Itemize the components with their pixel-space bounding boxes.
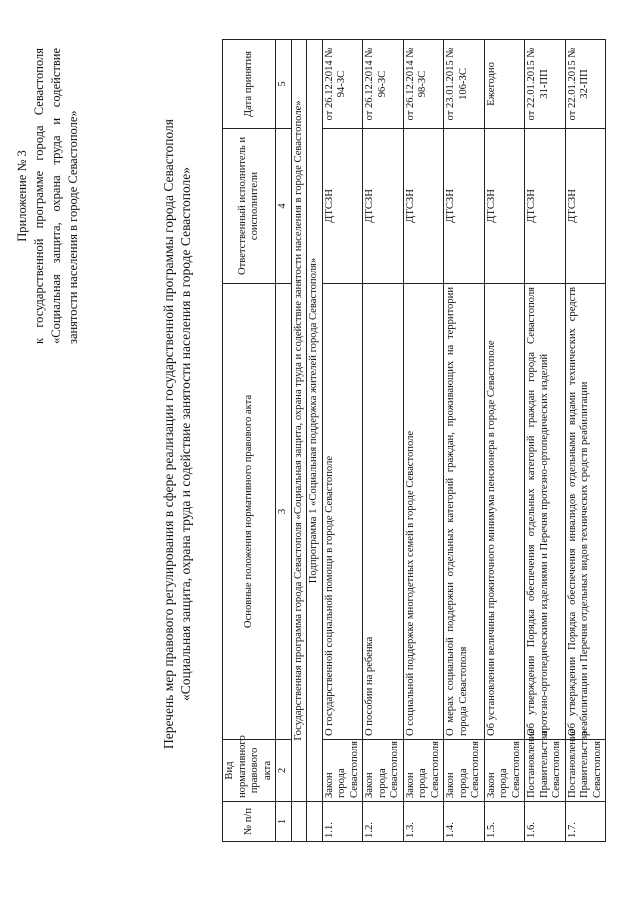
row-executor: ДТСЗН xyxy=(525,129,566,284)
header-provisions: Основные положения нормативного правового акта xyxy=(223,284,276,740)
row-provisions: Об утверждении Порядка обеспечения отдельных категорий граждан города Севастополя протезно-ортопедическими изделиями и Перечня протезно-ортопедических изделий xyxy=(525,284,566,740)
row-executor: ДТСЗН xyxy=(565,129,606,284)
table-row xyxy=(525,40,566,842)
column-number-row xyxy=(276,40,292,842)
program-title: Государственная программа города Севастополя «Социальная защита, охрана труда и содействие занятости населения в городе Севастополе» xyxy=(291,40,307,802)
row-num: 1.2. xyxy=(363,802,404,842)
row-type: Закон города Севастополя xyxy=(444,740,485,802)
row-executor: ДТСЗН xyxy=(322,129,363,284)
header-date: Дата принятия xyxy=(223,40,276,129)
row-type: Закон города Севастополя xyxy=(322,740,363,802)
row-num: 1.6. xyxy=(525,802,566,842)
column-number: 1 xyxy=(276,802,292,842)
row-type: Постановление Правительства Севастополя xyxy=(525,740,566,802)
row-date: от 23.01.2015 № 106-ЗС xyxy=(444,40,485,129)
row-executor: ДТСЗН xyxy=(403,129,444,284)
table-row xyxy=(444,40,485,842)
row-date: от 22.01.2015 № 31-ПП xyxy=(525,40,566,129)
appendix-line: «Социальная защита, охрана труда и содействие xyxy=(49,48,63,344)
appendix-title: Приложение № 3 xyxy=(15,150,29,242)
subprogram-row xyxy=(307,40,323,842)
row-num: 1.4. xyxy=(444,802,485,842)
row-date: от 26.12.2014 № 98-ЗС xyxy=(403,40,444,129)
row-date: Ежегодно xyxy=(484,40,525,129)
row-provisions: Об установлении величины прожиточного минимума пенсионера в городе Севастополе xyxy=(484,284,525,740)
row-type: Закон города Севастополя xyxy=(403,740,444,802)
row-executor: ДТСЗН xyxy=(444,129,485,284)
row-num: 1.1. xyxy=(322,802,363,842)
appendix-line: занятости населения в городе Севастополе» xyxy=(66,110,80,344)
table-header-row xyxy=(223,40,276,842)
row-num: 1.7. xyxy=(565,802,606,842)
row-date: от 26.12.2014 № 96-ЗС xyxy=(363,40,404,129)
row-provisions: Об утверждении Порядка обеспечения инвалидов отдельными видами технических средств реабилитации и Перечня отдельных видов технических средств реабилитации xyxy=(565,284,606,740)
table-row xyxy=(484,40,525,842)
appendix-line: к государственной программе города Севастополя xyxy=(32,48,46,344)
row-num: 1.5. xyxy=(484,802,525,842)
column-number: 3 xyxy=(276,284,292,740)
row-type: Постановление Правительства Севастополя xyxy=(565,740,606,802)
appendix-header xyxy=(14,48,82,344)
document-title-line: «Социальная защита, охрана труда и содействие занятости населения в городе Севастополе» xyxy=(178,167,193,701)
table-row xyxy=(363,40,404,842)
row-date: от 26.12.2014 № 94-ЗС xyxy=(322,40,363,129)
header-num: № п/п xyxy=(223,802,276,842)
header-type: Вид нормативного правового акта xyxy=(223,740,276,802)
row-provisions: О социальной поддержке многодетных семей в городе Севастополе xyxy=(403,284,444,740)
program-row xyxy=(291,40,307,842)
row-provisions: О государственной социальной помощи в городе Севастополе xyxy=(322,284,363,740)
subprogram-title: Подпрограмма 1 «Социальная поддержка жителей города Севастополя» xyxy=(307,40,323,802)
table-row xyxy=(403,40,444,842)
document-title-line: Перечень мер правового регулирования в сфере реализации государственной программы города Севастополя xyxy=(161,119,176,749)
regulation-table xyxy=(222,39,606,842)
table-row xyxy=(565,40,606,842)
column-number: 2 xyxy=(276,740,292,802)
row-type: Закон города Севастополя xyxy=(363,740,404,802)
row-provisions: О мерах социальной поддержки отдельных категорий граждан, проживающих на территории города Севастополя xyxy=(444,284,485,740)
document-title xyxy=(160,34,194,834)
row-type: Закон города Севастополя xyxy=(484,740,525,802)
row-num: 1.3. xyxy=(403,802,444,842)
row-provisions: О пособии на ребенка xyxy=(363,284,404,740)
row-date: от 22.01.2015 № 32-ПП xyxy=(565,40,606,129)
row-executor: ДТСЗН xyxy=(363,129,404,284)
column-number: 5 xyxy=(276,40,292,129)
header-executor: Ответственный исполнитель и соисполнители xyxy=(223,129,276,284)
column-number: 4 xyxy=(276,129,292,284)
table-row xyxy=(322,40,363,842)
row-executor: ДТСЗН xyxy=(484,129,525,284)
